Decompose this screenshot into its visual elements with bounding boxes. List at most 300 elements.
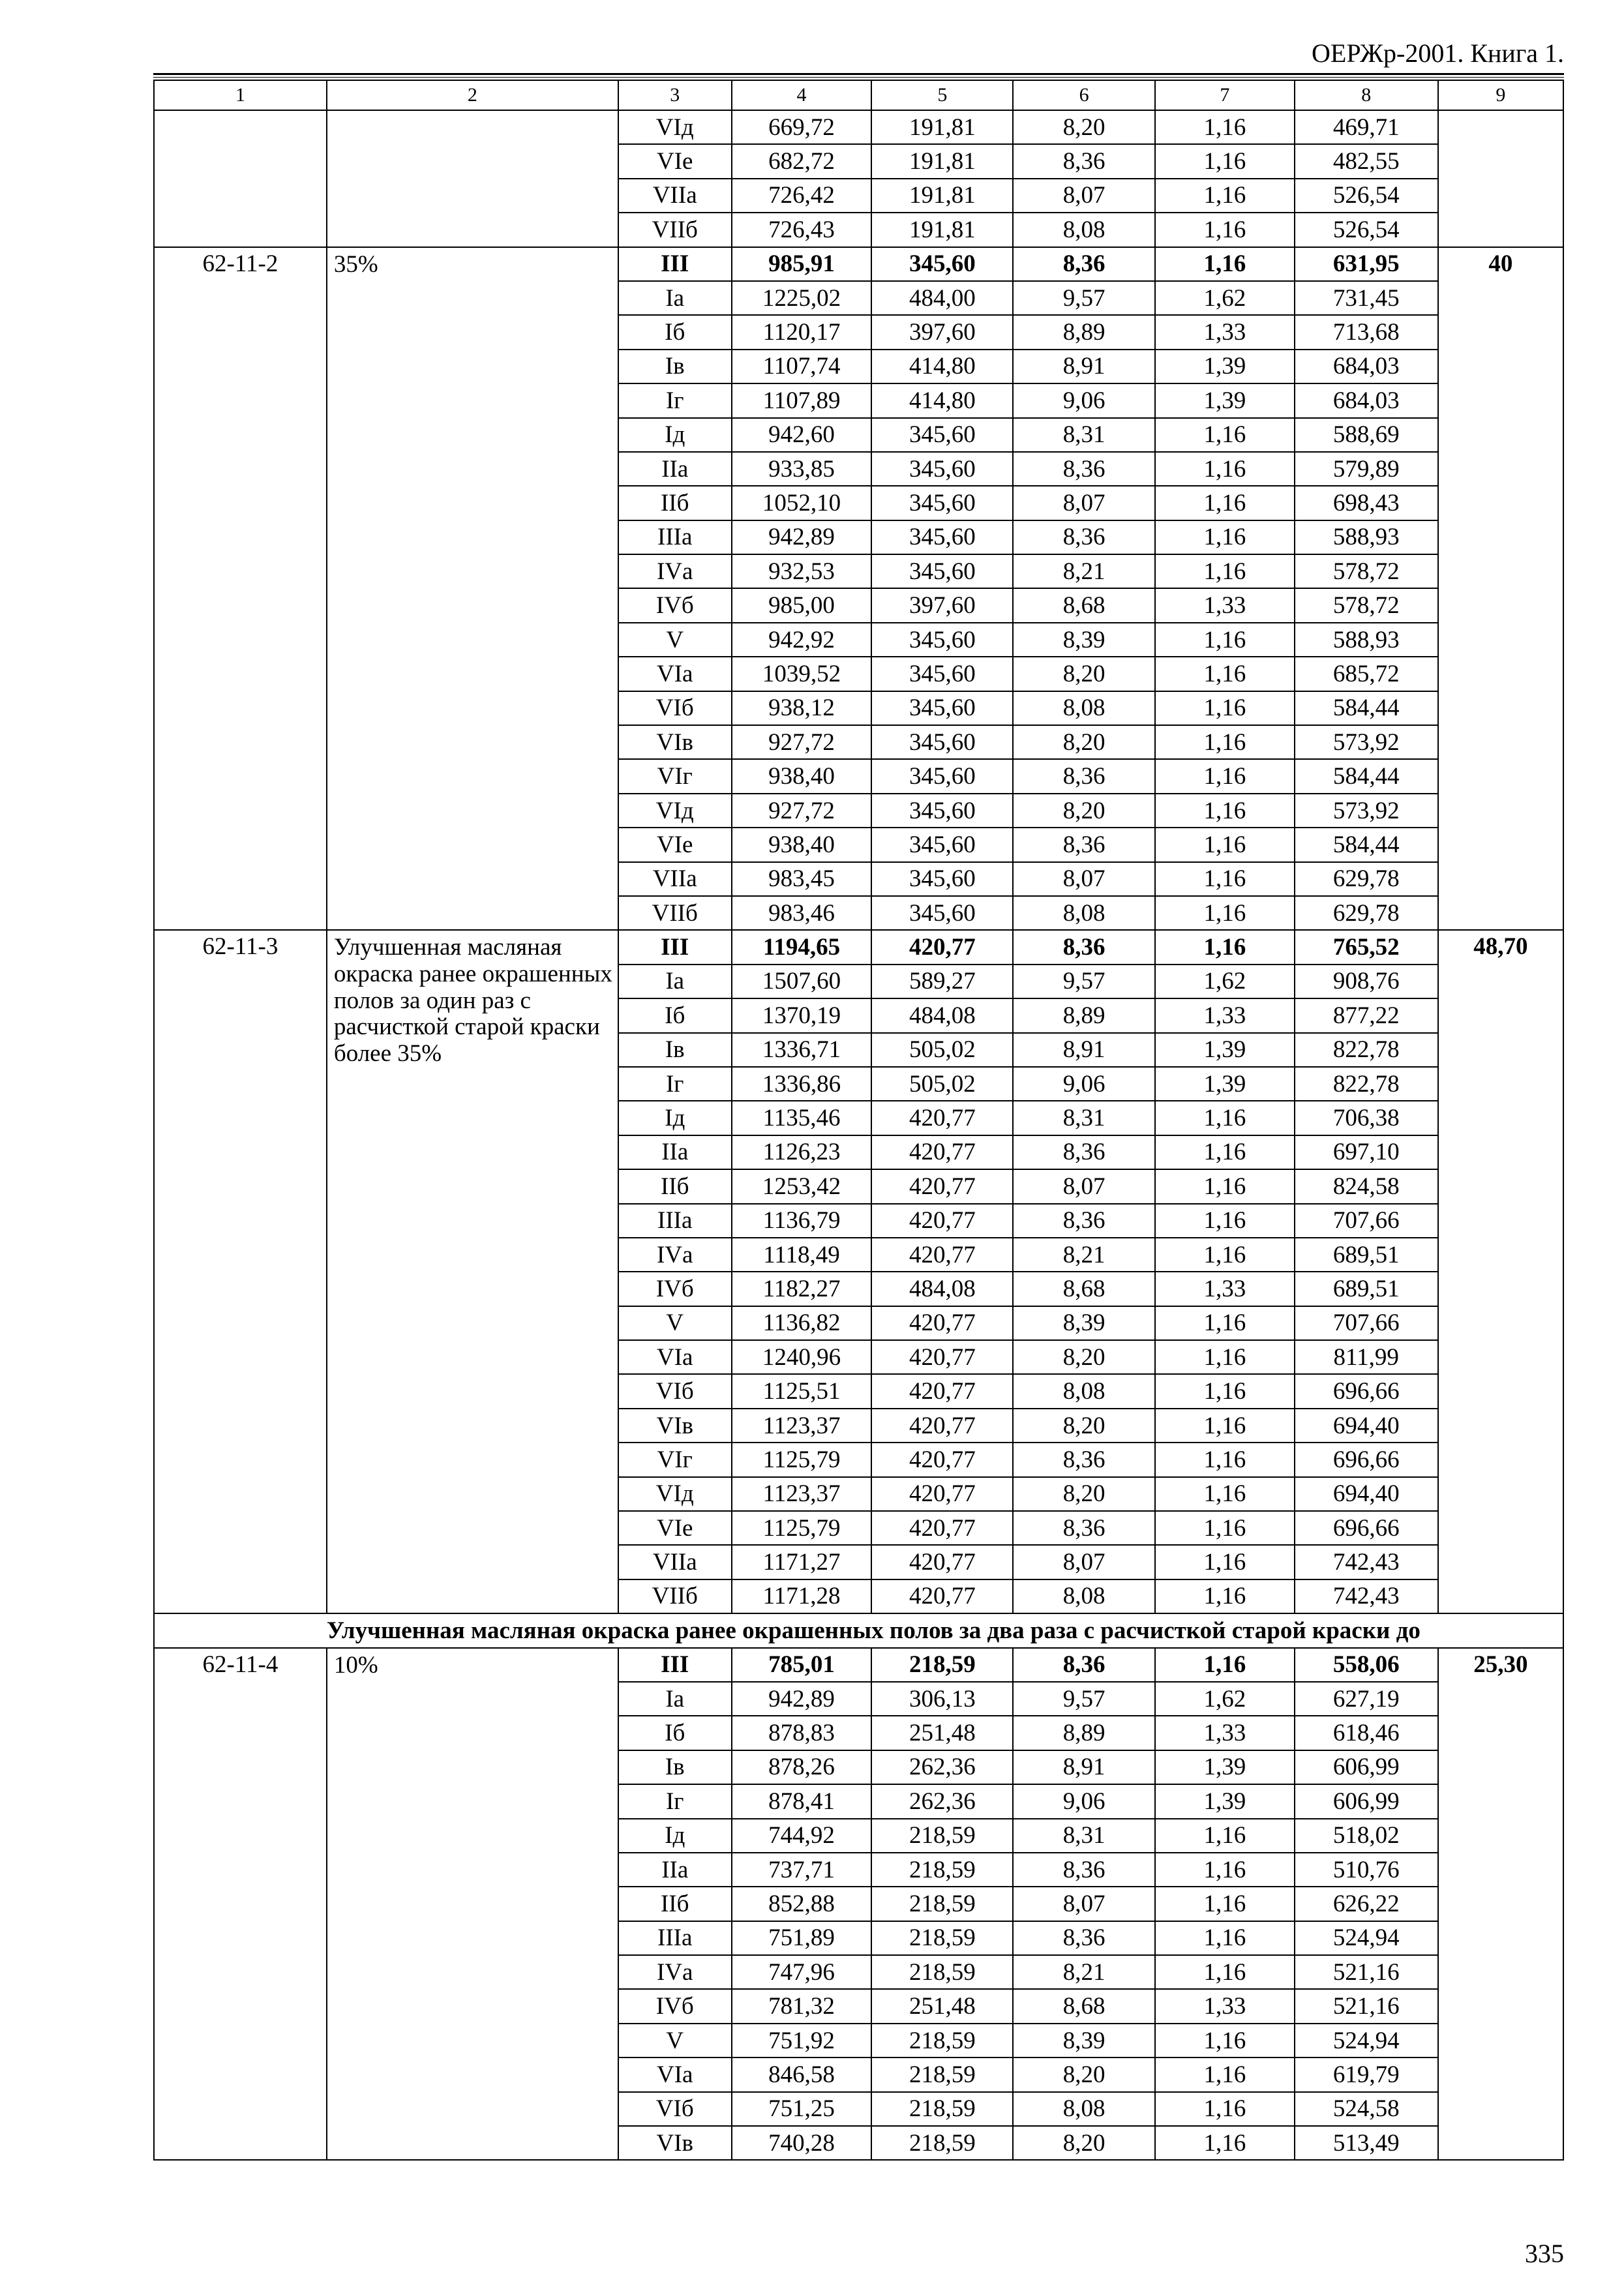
total-cost: 1052,10 <box>732 486 872 520</box>
price-table <box>153 80 1564 2161</box>
wages-machinists: 1,16 <box>1155 1887 1295 1921</box>
materials: 877,22 <box>1295 998 1438 1032</box>
wages-machinists: 1,16 <box>1155 623 1295 657</box>
materials: 606,99 <box>1295 1750 1438 1784</box>
column-number: 6 <box>1013 80 1155 110</box>
total-cost: 846,58 <box>732 2057 872 2091</box>
wages: 505,02 <box>871 1033 1013 1067</box>
machine-operation: 8,07 <box>1013 1887 1155 1921</box>
region-category: VIв <box>618 1409 732 1443</box>
total-cost: 1118,49 <box>732 1238 872 1272</box>
wages: 191,81 <box>871 213 1013 247</box>
wages-machinists: 1,16 <box>1155 418 1295 452</box>
machine-operation: 8,36 <box>1013 759 1155 793</box>
region-category: IIIа <box>618 1921 732 1955</box>
rate-description: Улучшенная масляная окраска ранее окрашенных полов за один раз с расчисткой старой краски более 35% <box>327 930 618 1613</box>
wages: 345,60 <box>871 896 1013 930</box>
region-category: Iа <box>618 1682 732 1716</box>
wages: 420,77 <box>871 1340 1013 1374</box>
wages: 420,77 <box>871 1374 1013 1408</box>
region-category: Iд <box>618 418 732 452</box>
region-category: IVб <box>618 1272 732 1306</box>
wages-machinists: 1,16 <box>1155 1204 1295 1238</box>
wages-machinists: 1,16 <box>1155 179 1295 213</box>
region-category: Iг <box>618 1067 732 1101</box>
region-category: IIб <box>618 486 732 520</box>
region-category: IIб <box>618 1169 732 1203</box>
materials: 685,72 <box>1295 657 1438 691</box>
wages-machinists: 1,16 <box>1155 1955 1295 1989</box>
machine-operation: 8,89 <box>1013 1716 1155 1750</box>
materials: 696,66 <box>1295 1374 1438 1408</box>
region-category: VIг <box>618 759 732 793</box>
total-cost: 751,92 <box>732 2024 872 2057</box>
machine-operation: 8,21 <box>1013 1955 1155 1989</box>
wages-machinists: 1,16 <box>1155 1853 1295 1887</box>
rate-code: 62-11-3 <box>154 930 327 1613</box>
wages-machinists: 1,16 <box>1155 2126 1295 2160</box>
wages: 218,59 <box>871 1955 1013 1989</box>
machine-operation: 8,20 <box>1013 1477 1155 1511</box>
machine-operation: 8,20 <box>1013 2126 1155 2160</box>
region-category: VIб <box>618 2092 732 2126</box>
materials: 578,72 <box>1295 588 1438 622</box>
total-cost: 1171,27 <box>732 1545 872 1579</box>
region-category: VIIб <box>618 1579 732 1613</box>
wages-machinists: 1,16 <box>1155 1306 1295 1340</box>
machine-operation: 9,06 <box>1013 1067 1155 1101</box>
machine-operation: 8,20 <box>1013 725 1155 759</box>
wages-machinists: 1,16 <box>1155 1648 1295 1682</box>
total-cost: 942,60 <box>732 418 872 452</box>
total-cost: 942,89 <box>732 520 872 554</box>
region-category: Iб <box>618 1716 732 1750</box>
region-category: V <box>618 1306 732 1340</box>
table-row <box>154 247 1563 281</box>
total-cost: 878,83 <box>732 1716 872 1750</box>
machine-operation: 8,07 <box>1013 1169 1155 1203</box>
wages-machinists: 1,33 <box>1155 998 1295 1032</box>
materials: 584,44 <box>1295 828 1438 861</box>
wages: 420,77 <box>871 1443 1013 1476</box>
wages-machinists: 1,39 <box>1155 1033 1295 1067</box>
section-heading-blank <box>154 1613 327 1647</box>
materials: 482,55 <box>1295 144 1438 178</box>
machine-operation: 8,07 <box>1013 179 1155 213</box>
total-cost: 740,28 <box>732 2126 872 2160</box>
region-category: VIIа <box>618 862 732 896</box>
total-cost: 983,45 <box>732 862 872 896</box>
labor-cost: 48,70 <box>1438 930 1563 1613</box>
materials: 619,79 <box>1295 2057 1438 2091</box>
column-number: 5 <box>871 80 1013 110</box>
region-category: VIа <box>618 1340 732 1374</box>
region-category: IIа <box>618 1135 732 1169</box>
machine-operation: 8,91 <box>1013 1033 1155 1067</box>
machine-operation: 8,39 <box>1013 623 1155 657</box>
total-cost: 1125,79 <box>732 1511 872 1545</box>
materials: 742,43 <box>1295 1579 1438 1613</box>
machine-operation: 8,36 <box>1013 1443 1155 1476</box>
total-cost: 927,72 <box>732 725 872 759</box>
region-category: V <box>618 2024 732 2057</box>
materials: 513,49 <box>1295 2126 1438 2160</box>
header-rule-thin <box>153 77 1564 78</box>
total-cost: 938,40 <box>732 759 872 793</box>
machine-operation: 8,36 <box>1013 1921 1155 1955</box>
wages-machinists: 1,16 <box>1155 828 1295 861</box>
wages-machinists: 1,16 <box>1155 930 1295 964</box>
column-number: 9 <box>1438 80 1563 110</box>
wages: 218,59 <box>871 2024 1013 2057</box>
total-cost: 1120,17 <box>732 315 872 349</box>
machine-operation: 8,36 <box>1013 144 1155 178</box>
machine-operation: 8,31 <box>1013 1819 1155 1853</box>
wages: 414,80 <box>871 383 1013 417</box>
wages-machinists: 1,16 <box>1155 1101 1295 1135</box>
wages: 420,77 <box>871 1545 1013 1579</box>
total-cost: 1194,65 <box>732 930 872 964</box>
materials: 629,78 <box>1295 896 1438 930</box>
materials: 731,45 <box>1295 281 1438 315</box>
wages-machinists: 1,16 <box>1155 1340 1295 1374</box>
region-category: Iв <box>618 350 732 383</box>
region-category: Iд <box>618 1819 732 1853</box>
region-category: VIб <box>618 691 732 725</box>
wages: 262,36 <box>871 1750 1013 1784</box>
machine-operation: 8,20 <box>1013 2057 1155 2091</box>
region-category: Iв <box>618 1033 732 1067</box>
wages-machinists: 1,16 <box>1155 1579 1295 1613</box>
materials: 524,94 <box>1295 2024 1438 2057</box>
region-category: Iг <box>618 1784 732 1818</box>
region-category: IIа <box>618 1853 732 1887</box>
wages-machinists: 1,39 <box>1155 1067 1295 1101</box>
wages-machinists: 1,16 <box>1155 1819 1295 1853</box>
table-row <box>154 930 1563 964</box>
total-cost: 1136,79 <box>732 1204 872 1238</box>
wages: 505,02 <box>871 1067 1013 1101</box>
machine-operation: 8,89 <box>1013 998 1155 1032</box>
machine-operation: 8,20 <box>1013 1340 1155 1374</box>
materials: 631,95 <box>1295 247 1438 281</box>
wages: 218,59 <box>871 1887 1013 1921</box>
wages-machinists: 1,16 <box>1155 1511 1295 1545</box>
materials: 694,40 <box>1295 1477 1438 1511</box>
region-category: VIд <box>618 110 732 144</box>
machine-operation: 8,68 <box>1013 588 1155 622</box>
materials: 626,22 <box>1295 1887 1438 1921</box>
materials: 618,46 <box>1295 1716 1438 1750</box>
materials: 908,76 <box>1295 965 1438 998</box>
total-cost: 726,43 <box>732 213 872 247</box>
total-cost: 1039,52 <box>732 657 872 691</box>
total-cost: 747,96 <box>732 1955 872 1989</box>
wages: 345,60 <box>871 759 1013 793</box>
machine-operation: 8,08 <box>1013 1374 1155 1408</box>
region-category: VIе <box>618 828 732 861</box>
total-cost: 1125,51 <box>732 1374 872 1408</box>
wages-machinists: 1,62 <box>1155 281 1295 315</box>
total-cost: 781,32 <box>732 1989 872 2023</box>
machine-operation: 8,36 <box>1013 1135 1155 1169</box>
materials: 689,51 <box>1295 1272 1438 1306</box>
wages: 420,77 <box>871 1511 1013 1545</box>
machine-operation: 8,20 <box>1013 794 1155 828</box>
region-category: VIа <box>618 657 732 691</box>
machine-operation: 8,21 <box>1013 554 1155 588</box>
wages-machinists: 1,33 <box>1155 1989 1295 2023</box>
column-number: 3 <box>618 80 732 110</box>
wages: 345,60 <box>871 247 1013 281</box>
total-cost: 682,72 <box>732 144 872 178</box>
wages: 420,77 <box>871 1135 1013 1169</box>
materials: 578,72 <box>1295 554 1438 588</box>
wages: 397,60 <box>871 315 1013 349</box>
machine-operation: 8,68 <box>1013 1272 1155 1306</box>
wages-machinists: 1,16 <box>1155 2057 1295 2091</box>
wages: 420,77 <box>871 1579 1013 1613</box>
wages-machinists: 1,16 <box>1155 213 1295 247</box>
materials: 606,99 <box>1295 1784 1438 1818</box>
machine-operation: 8,36 <box>1013 452 1155 486</box>
materials: 573,92 <box>1295 725 1438 759</box>
materials: 510,76 <box>1295 1853 1438 1887</box>
materials: 696,66 <box>1295 1511 1438 1545</box>
region-category: Iб <box>618 998 732 1032</box>
wages: 345,60 <box>871 486 1013 520</box>
rate-description: 35% <box>327 247 618 931</box>
total-cost: 878,26 <box>732 1750 872 1784</box>
wages-machinists: 1,16 <box>1155 1545 1295 1579</box>
wages-machinists: 1,16 <box>1155 759 1295 793</box>
materials: 707,66 <box>1295 1204 1438 1238</box>
total-cost: 1171,28 <box>732 1579 872 1613</box>
wages-machinists: 1,33 <box>1155 1716 1295 1750</box>
materials: 822,78 <box>1295 1067 1438 1101</box>
wages-machinists: 1,16 <box>1155 1921 1295 1955</box>
wages: 345,60 <box>871 828 1013 861</box>
region-category: VIIб <box>618 213 732 247</box>
machine-operation: 8,07 <box>1013 862 1155 896</box>
machine-operation: 8,08 <box>1013 2092 1155 2126</box>
rate-code: 62-11-4 <box>154 1648 327 2161</box>
machine-operation: 9,57 <box>1013 965 1155 998</box>
region-category: VIIа <box>618 1545 732 1579</box>
wages-machinists: 1,16 <box>1155 2024 1295 2057</box>
wages: 345,60 <box>871 452 1013 486</box>
region-category: IIIа <box>618 1204 732 1238</box>
page-number: 335 <box>1525 2239 1564 2268</box>
total-cost: 669,72 <box>732 110 872 144</box>
total-cost: 1136,82 <box>732 1306 872 1340</box>
materials: 526,54 <box>1295 213 1438 247</box>
table-body <box>154 80 1563 2160</box>
wages: 218,59 <box>871 1819 1013 1853</box>
total-cost: 942,89 <box>732 1682 872 1716</box>
region-category: VIе <box>618 144 732 178</box>
wages-machinists: 1,39 <box>1155 383 1295 417</box>
region-category: Iг <box>618 383 732 417</box>
wages: 420,77 <box>871 1477 1013 1511</box>
rate-description <box>327 110 618 247</box>
total-cost: 878,41 <box>732 1784 872 1818</box>
materials: 694,40 <box>1295 1409 1438 1443</box>
wages-machinists: 1,16 <box>1155 1169 1295 1203</box>
wages-machinists: 1,33 <box>1155 315 1295 349</box>
wages-machinists: 1,16 <box>1155 794 1295 828</box>
wages: 345,60 <box>871 520 1013 554</box>
total-cost: 938,12 <box>732 691 872 725</box>
wages: 345,60 <box>871 623 1013 657</box>
materials: 526,54 <box>1295 179 1438 213</box>
materials: 584,44 <box>1295 691 1438 725</box>
machine-operation: 8,68 <box>1013 1989 1155 2023</box>
region-category: III <box>618 247 732 281</box>
region-category: VIв <box>618 725 732 759</box>
labor-cost <box>1438 110 1563 247</box>
rate-description: 10% <box>327 1648 618 2161</box>
total-cost: 1123,37 <box>732 1477 872 1511</box>
total-cost: 985,00 <box>732 588 872 622</box>
materials: 627,19 <box>1295 1682 1438 1716</box>
region-category: Iа <box>618 965 732 998</box>
total-cost: 932,53 <box>732 554 872 588</box>
wages-machinists: 1,16 <box>1155 486 1295 520</box>
materials: 524,58 <box>1295 2092 1438 2126</box>
machine-operation: 9,57 <box>1013 281 1155 315</box>
total-cost: 1107,74 <box>732 350 872 383</box>
wages: 218,59 <box>871 2092 1013 2126</box>
region-category: Iб <box>618 315 732 349</box>
materials: 521,16 <box>1295 1955 1438 1989</box>
total-cost: 1125,79 <box>732 1443 872 1476</box>
machine-operation: 8,91 <box>1013 350 1155 383</box>
total-cost: 1225,02 <box>732 281 872 315</box>
materials: 696,66 <box>1295 1443 1438 1476</box>
total-cost: 1135,46 <box>732 1101 872 1135</box>
total-cost: 985,91 <box>732 247 872 281</box>
total-cost: 927,72 <box>732 794 872 828</box>
machine-operation: 8,20 <box>1013 1409 1155 1443</box>
wages: 251,48 <box>871 1989 1013 2023</box>
materials: 588,69 <box>1295 418 1438 452</box>
machine-operation: 8,20 <box>1013 657 1155 691</box>
wages: 414,80 <box>871 350 1013 383</box>
region-category: VIг <box>618 1443 732 1476</box>
materials: 684,03 <box>1295 383 1438 417</box>
column-number: 2 <box>327 80 618 110</box>
wages: 262,36 <box>871 1784 1013 1818</box>
materials: 822,78 <box>1295 1033 1438 1067</box>
region-category: VIе <box>618 1511 732 1545</box>
total-cost: 1123,37 <box>732 1409 872 1443</box>
wages-machinists: 1,16 <box>1155 657 1295 691</box>
region-category: IVа <box>618 1955 732 1989</box>
wages: 420,77 <box>871 930 1013 964</box>
machine-operation: 8,36 <box>1013 1853 1155 1887</box>
column-number-row <box>154 80 1563 110</box>
materials: 524,94 <box>1295 1921 1438 1955</box>
wages: 218,59 <box>871 1853 1013 1887</box>
wages: 218,59 <box>871 1648 1013 1682</box>
wages-machinists: 1,16 <box>1155 452 1295 486</box>
machine-operation: 9,06 <box>1013 383 1155 417</box>
region-category: VIв <box>618 2126 732 2160</box>
wages: 218,59 <box>871 2126 1013 2160</box>
total-cost: 983,46 <box>732 896 872 930</box>
wages-machinists: 1,16 <box>1155 725 1295 759</box>
page-header-title: ОЕРЖр-2001. Книга 1. <box>1312 38 1564 68</box>
wages: 345,60 <box>871 862 1013 896</box>
wages-machinists: 1,16 <box>1155 144 1295 178</box>
wages: 589,27 <box>871 965 1013 998</box>
wages-machinists: 1,16 <box>1155 1409 1295 1443</box>
wages-machinists: 1,16 <box>1155 1374 1295 1408</box>
total-cost: 1507,60 <box>732 965 872 998</box>
machine-operation: 8,36 <box>1013 1204 1155 1238</box>
total-cost: 933,85 <box>732 452 872 486</box>
wages: 420,77 <box>871 1204 1013 1238</box>
column-number: 8 <box>1295 80 1438 110</box>
wages: 191,81 <box>871 110 1013 144</box>
column-number: 7 <box>1155 80 1295 110</box>
machine-operation: 8,36 <box>1013 930 1155 964</box>
wages: 218,59 <box>871 2057 1013 2091</box>
materials: 765,52 <box>1295 930 1438 964</box>
machine-operation: 8,36 <box>1013 520 1155 554</box>
machine-operation: 8,31 <box>1013 418 1155 452</box>
labor-cost: 40 <box>1438 247 1563 931</box>
total-cost: 852,88 <box>732 1887 872 1921</box>
region-category: IVа <box>618 1238 732 1272</box>
total-cost: 726,42 <box>732 179 872 213</box>
materials: 579,89 <box>1295 452 1438 486</box>
machine-operation: 8,20 <box>1013 110 1155 144</box>
region-category: IVб <box>618 588 732 622</box>
wages: 420,77 <box>871 1409 1013 1443</box>
total-cost: 1253,42 <box>732 1169 872 1203</box>
machine-operation: 8,08 <box>1013 1579 1155 1613</box>
wages-machinists: 1,16 <box>1155 1443 1295 1476</box>
total-cost: 737,71 <box>732 1853 872 1887</box>
materials: 713,68 <box>1295 315 1438 349</box>
machine-operation: 8,36 <box>1013 1511 1155 1545</box>
wages-machinists: 1,39 <box>1155 1784 1295 1818</box>
wages-machinists: 1,16 <box>1155 554 1295 588</box>
total-cost: 938,40 <box>732 828 872 861</box>
materials: 742,43 <box>1295 1545 1438 1579</box>
wages-machinists: 1,16 <box>1155 1238 1295 1272</box>
materials: 684,03 <box>1295 350 1438 383</box>
total-cost: 1370,19 <box>732 998 872 1032</box>
region-category: III <box>618 930 732 964</box>
rate-code <box>154 110 327 247</box>
materials: 558,06 <box>1295 1648 1438 1682</box>
total-cost: 942,92 <box>732 623 872 657</box>
total-cost: 1107,89 <box>732 383 872 417</box>
materials: 588,93 <box>1295 520 1438 554</box>
total-cost: 744,92 <box>732 1819 872 1853</box>
wages: 397,60 <box>871 588 1013 622</box>
labor-cost: 25,30 <box>1438 1648 1563 2161</box>
materials: 707,66 <box>1295 1306 1438 1340</box>
region-category: Iд <box>618 1101 732 1135</box>
machine-operation: 9,57 <box>1013 1682 1155 1716</box>
region-category: Iв <box>618 1750 732 1784</box>
column-number: 1 <box>154 80 327 110</box>
total-cost: 1126,23 <box>732 1135 872 1169</box>
